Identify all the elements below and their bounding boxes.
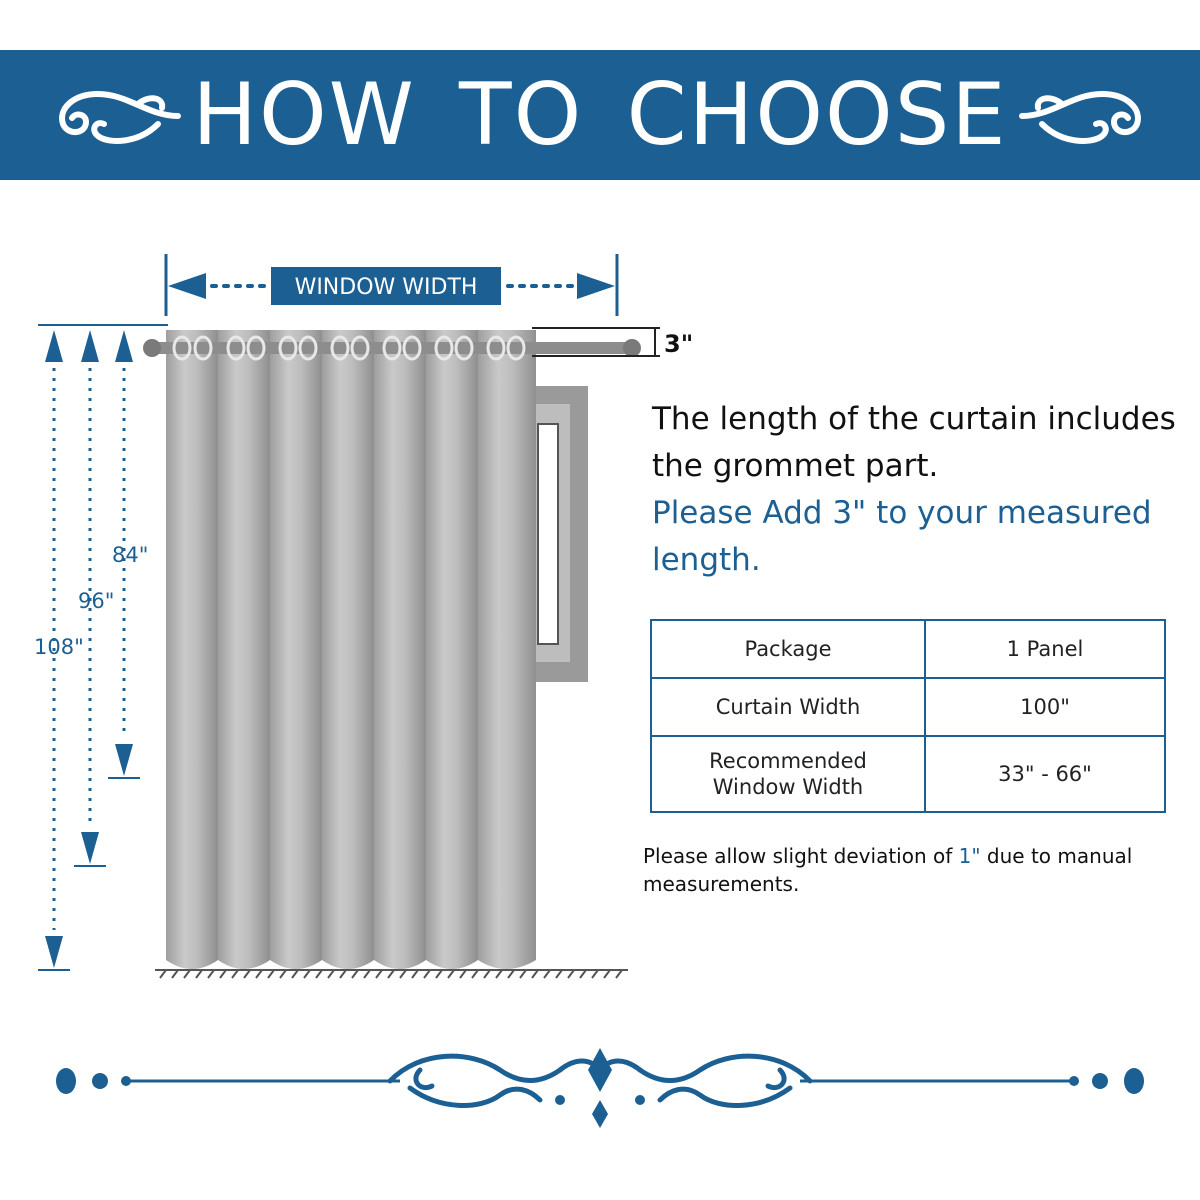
window-width-dimension [166,254,617,316]
recommended-width-label-line1: Recommended [709,749,867,773]
table-row [651,678,1165,736]
curtain-width-value: 100" [925,678,1165,736]
bottom-ornament-divider [0,1040,1200,1140]
page-title: HOW TO CHOOSE [192,65,1008,165]
window-width-label: WINDOW WIDTH [294,275,478,300]
recommended-width-value: 33" - 66" [925,736,1165,812]
spec-table [650,619,1166,813]
info-line-2: the grommet part. [652,448,939,484]
curtain-width-label: Curtain Width [651,678,925,736]
package-label: Package [651,620,925,678]
table-row [651,620,1165,678]
note-highlight: 1" [958,844,981,868]
package-value: 1 Panel [925,620,1165,678]
length-96-label: 96" [78,589,115,613]
table-row [651,736,1165,812]
recommended-width-label [651,736,925,812]
note-text-after: due to manual measurements. [643,844,1133,896]
recommended-width-label-line2: Window Width [712,775,864,799]
curtain-panel [166,330,536,972]
info-line-1: The length of the curtain includes [652,401,1176,437]
info-line-4: length. [652,542,761,578]
grommet-length-label: 3" [664,330,694,358]
length-108-label: 108" [34,635,84,659]
deviation-note [643,842,1193,898]
length-84-label: 84" [112,543,149,567]
length-dimensions [34,325,168,970]
note-text-before: Please allow slight deviation of [643,844,959,868]
info-text [652,396,1192,584]
info-line-3: Please Add 3" to your measured [652,495,1152,531]
